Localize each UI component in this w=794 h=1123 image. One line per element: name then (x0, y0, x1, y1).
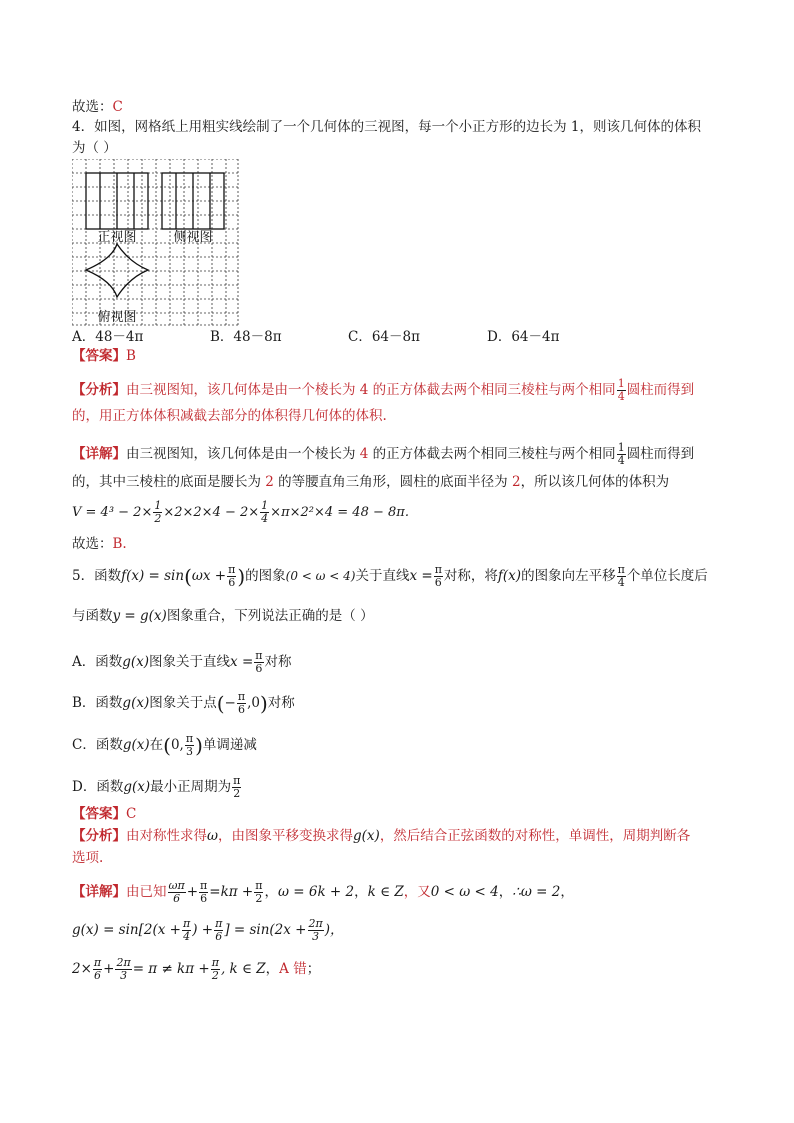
check-d: , k ∈ Z (220, 961, 266, 977)
math-omega-range: 0 < ω < 4 (430, 884, 499, 900)
q4-option-b-text: 48－8π (233, 329, 282, 345)
frac-num: π (200, 879, 208, 892)
pi-over-6 (214, 918, 223, 943)
three-view-figure (72, 159, 240, 327)
frac-num: 2π (308, 917, 323, 930)
paren-close: ) (259, 691, 268, 716)
math-gx: g(x) (122, 737, 150, 753)
top-view-label: 俯视图 (97, 310, 137, 325)
q5-analysis-b: ，由图象平移变换求得 (218, 828, 354, 844)
math-y-g: y = g(x) (112, 608, 167, 624)
plus-sign: + (186, 884, 199, 900)
q4-detail-num2a: 2 (265, 474, 274, 490)
g-part-a: g(x) = sin[2(x + (72, 922, 181, 938)
q4-analysis-num: 4 (359, 382, 369, 398)
q4-option-d-letter: D． (487, 329, 512, 345)
frac-den: 2 (154, 512, 162, 525)
opt-a-suffix: 对称 (264, 654, 292, 670)
math-omega-2: ∴ω = 2 (512, 884, 561, 900)
frac-num: π (255, 649, 263, 662)
pi: π (177, 879, 185, 892)
pi-over-2 (254, 880, 263, 905)
q5-stem-s5: 的图象向左平移 (521, 568, 616, 584)
math-omega: ω (207, 828, 219, 844)
pi-over-2 (211, 957, 220, 982)
sep: ， (330, 922, 344, 938)
sep: ， (265, 961, 280, 977)
comma-zero: ,0 (247, 695, 260, 711)
paren-close: ) (237, 564, 246, 589)
q5-stem-line2 (72, 606, 374, 626)
frac-den: 6 (434, 576, 442, 589)
frac-den: 3 (120, 969, 128, 982)
omega-pi-over-6 (168, 880, 186, 905)
sep: ， (264, 884, 278, 900)
q4-detail-text-b: 的正方体截去两个相同三棱柱与两个相同 (368, 446, 616, 462)
q4-option-c-letter: C． (348, 329, 372, 345)
check-a: 2× (72, 961, 92, 977)
q5-option-b (72, 688, 295, 719)
q4-option-b-letter: B． (210, 329, 234, 345)
math-x-eq: x = (230, 654, 254, 670)
side-view-label: 侧视图 (173, 230, 213, 245)
q4-stem-line2: 为（ ） (72, 140, 117, 156)
frac-num: π (211, 956, 219, 969)
frac-num: 2π (116, 956, 131, 969)
opt-c-prefix: C．函数 (72, 737, 123, 753)
opt-a-prefix: A．函数 (72, 654, 123, 670)
frac-num: π (215, 917, 223, 930)
frac-num: π (228, 563, 236, 576)
q4-answer: B (126, 348, 136, 364)
formula-part-c: ×π×2²×4 = 48 − 8π. (270, 505, 409, 520)
frac-num: π (93, 956, 102, 969)
q4-option-a-letter: A． (72, 329, 96, 345)
q4-detail-line1 (72, 442, 694, 467)
frac-den: 4 (261, 512, 269, 525)
q3-answer-prefix: 故选： (72, 99, 113, 115)
g-part-d: ) (324, 922, 331, 938)
frac-den: 4 (617, 576, 625, 589)
sep: ， (560, 884, 574, 900)
quarter-fraction (617, 442, 626, 467)
front-view (86, 173, 148, 229)
frac-den: 2 (255, 892, 263, 905)
frac-den: 4 (183, 930, 191, 943)
opt-b-suffix: 对称 (267, 695, 295, 711)
frac-den: 4 (617, 454, 625, 467)
frac-den: 6 (255, 662, 263, 675)
q5-detail-a: 由已知 (126, 884, 167, 900)
side-view (162, 173, 224, 229)
a-wrong: A 错 (279, 961, 307, 977)
frac-num: π (237, 690, 246, 703)
top-view (86, 244, 148, 297)
q5-g-expression (72, 915, 344, 945)
math-gx: g(x) (122, 654, 150, 670)
q4-detail-num: 4 (359, 446, 369, 462)
frac-den: 2 (211, 969, 219, 982)
q4-analysis-text-b: 的正方体截去两个相同三棱柱与两个相同 (368, 382, 616, 398)
q5-stem-s4: 对称，将 (443, 568, 498, 584)
q5-stem-s3: 关于直线 (355, 568, 410, 584)
q5-analysis-line1 (72, 826, 690, 846)
pi-over-6 (199, 880, 208, 905)
q3-answer-line (72, 97, 123, 117)
q5-answer-line (72, 804, 136, 824)
q5-stem-s2: 的图象 (245, 568, 286, 584)
front-view-label: 正视图 (97, 230, 137, 245)
math-k-in-z: k ∈ Z (367, 884, 404, 900)
opt-a-mid: 图象关于直线 (149, 654, 231, 670)
frac-num: π (185, 732, 194, 745)
q4-detail-line2 (72, 472, 669, 492)
q5-option-a (72, 647, 292, 677)
q4-final-answer: B. (112, 536, 127, 552)
frac-num: π (617, 563, 625, 576)
frac-den: 3 (312, 930, 320, 943)
paren-open: ( (184, 564, 192, 589)
frac-den: 2 (233, 787, 241, 800)
q4-detail-tag: 【详解】 (72, 446, 126, 462)
opt-d-mid: 最小正周期为 (150, 779, 232, 795)
q5-detail-tag: 【详解】 (72, 884, 126, 900)
quarter-fraction (260, 500, 269, 525)
frac-den: 4 (617, 390, 625, 403)
paren-close: ) (195, 733, 203, 758)
q4-option-b (210, 327, 282, 347)
pi-over-6 (434, 564, 443, 589)
math-omega-eq: ω = 6k + 2 (277, 884, 355, 900)
q4-detail-num2b: 2 (511, 474, 521, 490)
pi-over-4 (182, 918, 191, 943)
paren-open: ( (163, 733, 171, 758)
q4-detail-text-c: 圆柱而得到 (626, 446, 695, 462)
q5-stem-line2-a: 与函数 (72, 608, 113, 624)
frac-num: 1 (617, 441, 625, 454)
quarter-fraction (617, 378, 626, 403)
half-fraction (153, 500, 162, 525)
opt-c-suffix: 单调递减 (202, 737, 257, 753)
q5-detail-line1 (72, 877, 574, 907)
q5-analysis-a: 由对称性求得 (126, 828, 207, 844)
q5-detail-f: ，又 (403, 884, 431, 900)
formula-part-a: V = 4³ − 2× (72, 505, 153, 520)
q5-analysis-c: ，然后结合正弦函数的对称性，单调性，周期判断各 (379, 828, 691, 844)
opt-b-prefix: B．函数 (72, 695, 123, 711)
q4-answer-tag: 【答案】 (72, 348, 126, 364)
sep: ， (354, 884, 368, 900)
math-range: (0 < ω < 4) (285, 569, 356, 583)
q4-option-c-text: 64－8π (371, 329, 420, 345)
q4-option-a-text: 48－4π (95, 329, 144, 345)
frac-den: 6 (94, 969, 102, 982)
g-part-c: ] = sin(2x + (224, 922, 307, 938)
q4-analysis-text: 由三视图知，该几何体是由一个棱长为 (126, 382, 360, 398)
check-c: = π ≠ kπ + (132, 961, 210, 977)
frac-den: 6 (200, 892, 208, 905)
math-gx: g(x) (123, 779, 151, 795)
frac-num: 1 (261, 499, 269, 512)
q4-stem-line1: 4．如图，网格纸上用粗实线绘制了一个几何体的三视图，每一个小正方形的边长为 1，则该几何体的体积 (72, 119, 701, 135)
q5-answer: C (126, 806, 137, 822)
q4-analysis-line2: 的，用正方体体积减截去部分的体积得几何体的体积. (72, 408, 387, 424)
pi-over-6 (93, 957, 102, 982)
q4-final-line (72, 534, 127, 554)
q4-detail-text: 由三视图知，该几何体是由一个棱长为 (126, 446, 360, 462)
pi-over-2 (232, 775, 241, 800)
frac-num: π (255, 879, 263, 892)
pi-over-6 (227, 564, 236, 589)
q4-option-d-text: 64－4π (511, 329, 560, 345)
pi-over-6 (254, 650, 263, 675)
opt-d-prefix: D．函数 (72, 779, 124, 795)
q5-check-line (72, 954, 320, 984)
frac-den: 6 (173, 892, 181, 905)
semicolon: ； (306, 961, 321, 977)
frac-num: 1 (154, 499, 162, 512)
equals-sign: = (209, 884, 221, 900)
math-fx-sin: f(x) = sin (121, 568, 185, 584)
q4-detail-l2a: 的，其中三棱柱的底面是腰长为 (72, 474, 266, 490)
math-gx: g(x) (353, 828, 380, 844)
frac-den: 6 (215, 930, 223, 943)
pi-over-4 (617, 564, 626, 589)
check-b: + (103, 961, 115, 977)
two-pi-over-3 (308, 918, 324, 943)
q4-option-a (72, 327, 143, 347)
math-wx: ωx + (191, 568, 227, 584)
q4-volume-formula (72, 500, 409, 525)
math-fx: f(x) (497, 568, 522, 584)
math-kpi: kπ + (220, 884, 254, 900)
q4-final-prefix: 故选： (72, 536, 113, 552)
zero-comma: 0, (170, 737, 184, 753)
q5-analysis-line2: 选项. (72, 850, 104, 866)
minus-sign: − (224, 695, 236, 711)
q5-option-d (72, 772, 242, 802)
frac-num: π (182, 917, 191, 930)
q4-analysis-line1 (72, 378, 694, 403)
q4-detail-l2b: 的等腰直角三角形，圆柱的底面半径为 (273, 474, 512, 490)
q5-analysis-tag: 【分析】 (72, 828, 126, 844)
q4-answer-line (72, 346, 136, 366)
sep: ， (498, 884, 513, 900)
q3-answer-letter: C (112, 99, 123, 115)
paren-open: ( (216, 691, 225, 716)
frac-den: 6 (237, 703, 245, 716)
opt-b-mid: 图象关于点 (149, 695, 217, 711)
q5-stem-line1 (72, 561, 708, 592)
frac-num: 1 (617, 377, 625, 390)
two-pi-over-3 (115, 957, 131, 982)
frac-den: 6 (228, 576, 236, 589)
pi-over-3 (185, 733, 194, 758)
q4-option-c (348, 327, 420, 347)
opt-c-mid: 在 (149, 737, 164, 753)
frac-den: 3 (185, 745, 193, 758)
q5-option-c (72, 730, 257, 761)
math-x-eq: x = (409, 568, 433, 584)
q4-detail-l2c: ，所以该几何体的体积为 (520, 474, 670, 490)
q5-stem-line2-b: 图象重合，下列说法正确的是（ ） (166, 608, 374, 624)
frac-num: π (434, 563, 442, 576)
math-gx: g(x) (122, 695, 150, 711)
q4-option-d (487, 327, 559, 347)
q5-stem-s6: 个单位长度后 (626, 568, 708, 584)
q4-analysis-text-c: 圆柱而得到 (626, 382, 695, 398)
frac-num: π (233, 774, 241, 787)
q4-analysis-tag: 【分析】 (72, 382, 126, 398)
q5-stem-s1: 5．函数 (72, 568, 122, 584)
omega: ω (168, 879, 178, 892)
pi-over-6 (237, 691, 246, 716)
q5-answer-tag: 【答案】 (72, 806, 126, 822)
g-part-b: ) + (192, 922, 214, 938)
formula-part-b: ×2×2×4 − 2× (163, 505, 260, 520)
